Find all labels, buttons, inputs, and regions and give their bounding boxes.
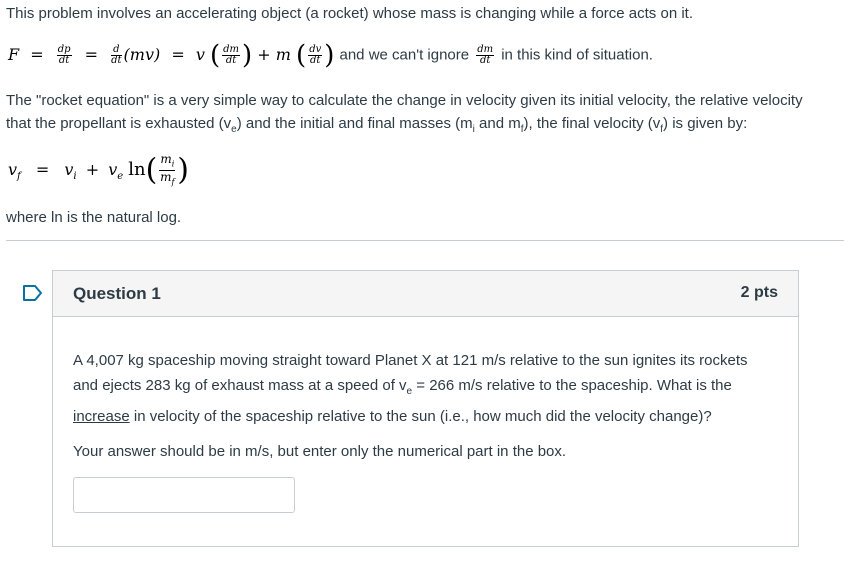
equals: =: [171, 45, 185, 64]
question-header: [53, 271, 798, 317]
F-symbol: F: [8, 45, 20, 64]
dm-dt-fraction: $\frac{dm}{dt}$: [223, 44, 240, 66]
dp-dt-fraction: $\frac{dp}{dt}$: [57, 44, 71, 66]
divider: [6, 240, 844, 241]
dv-dt-fraction: $\frac{dv}{dt}$: [309, 44, 322, 66]
dm-dt-fraction-2: $\frac{dm}{dt}$: [477, 44, 494, 66]
v-symbol: v: [195, 45, 205, 64]
situation-text: in this kind of situation.: [501, 46, 653, 64]
equals: =: [84, 45, 99, 64]
question-card: [52, 270, 799, 547]
force-equation: F = $\frac{dp}{dt}$ = $\frac{d}{dt}$ (mv) = v ( $\frac{dm}{dt}$ ) + m ( $\frac{dv}{dt}$ ) and we can't ignore $\frac{dm}{dt}$ in this kind of situation.: [8, 40, 653, 71]
bookmark-flag-icon[interactable]: [22, 284, 44, 302]
question-points: 2 pts: [740, 284, 778, 301]
plus: +: [257, 45, 271, 64]
cant-ignore-text: and we can't ignore: [339, 46, 470, 64]
question-text: A 4,007 kg spaceship moving straight toward Planet X at 121 m/s relative to the sun ignites its rockets and ejects 283 kg of exhaust mass at a speed of $v_e = 266$ m/s relative to the spaceship. What is the increase in velocity of the spaceship relative to the sun (i.e., how much did the velocity change)?: [73, 352, 748, 425]
d-dt-fraction: $\frac{d}{dt}$: [111, 44, 122, 66]
m-symbol: m: [275, 45, 291, 64]
answer-input[interactable]: [73, 477, 295, 513]
question-title: Question 1: [73, 284, 161, 303]
rocket-para-line2: that the propellant is exhausted $(v_e)$ and the initial and final masses ($m_i$ and $m_f$), the final velocity $(v_f)$ is given by:: [6, 115, 748, 135]
question-body: [73, 348, 783, 464]
natural-log-note: where ln is the natural log.: [6, 209, 182, 226]
rocket-equation: $v_f = v_i + v_e$ ln( $\frac{m_i}{m_f}$ ): [8, 151, 189, 188]
equals: =: [30, 45, 44, 64]
question-instructions: Your answer should be in m/s, but enter only the numerical part in the box.: [73, 443, 567, 460]
intro-text: This problem involves an accelerating object (a rocket) whose mass is changing while a force acts on it.: [6, 5, 693, 22]
mv: (mv): [123, 45, 161, 64]
rocket-para-line1: The "rocket equation" is a very simple way to calculate the change in velocity given its initial velocity, the relative velocity: [6, 92, 803, 109]
